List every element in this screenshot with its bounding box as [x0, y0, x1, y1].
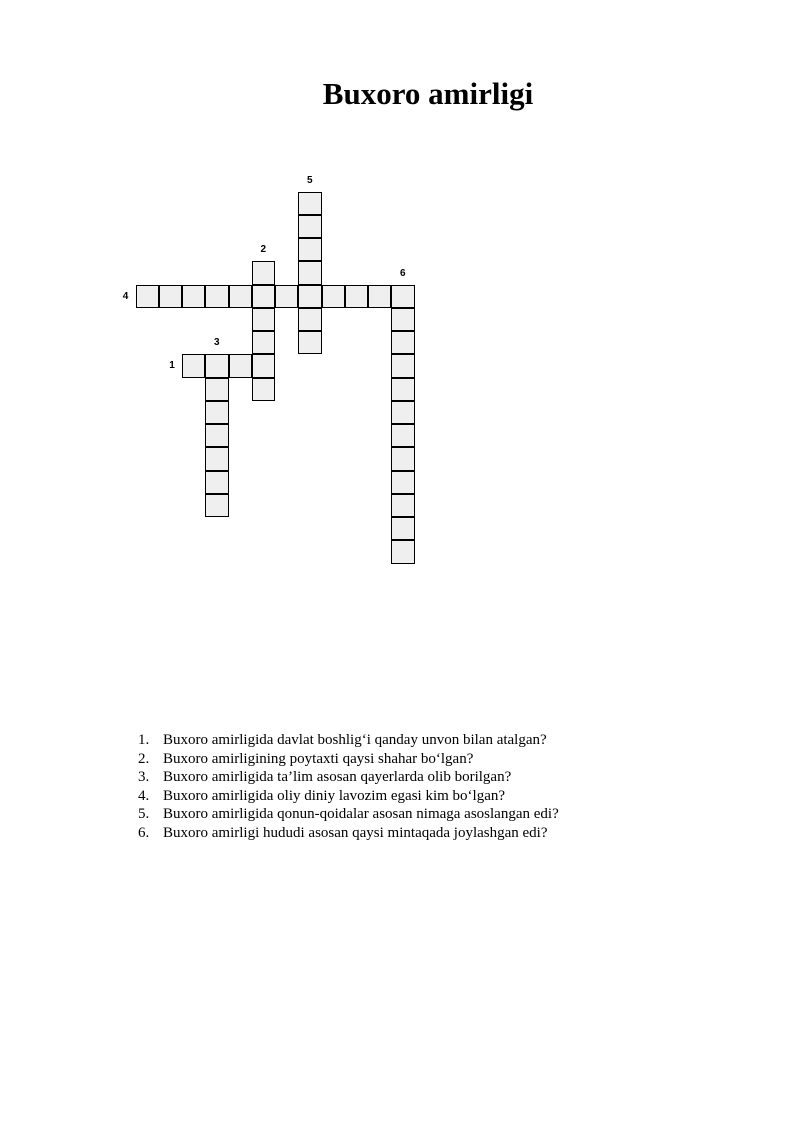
crossword-cell[interactable] — [182, 285, 205, 308]
clue-item — [138, 731, 559, 750]
clue-number-5: 5 — [306, 174, 313, 186]
crossword-cell[interactable] — [391, 331, 414, 354]
crossword-cell[interactable] — [298, 192, 321, 215]
crossword-cell[interactable] — [391, 285, 414, 308]
crossword-cell[interactable] — [345, 285, 368, 308]
crossword-cell[interactable] — [229, 354, 252, 377]
clue-item-number: 2. — [138, 750, 150, 767]
clue-number-2: 2 — [260, 244, 267, 256]
crossword-cell[interactable] — [205, 285, 228, 308]
clue-number-4: 4 — [122, 290, 129, 302]
crossword-cell[interactable] — [252, 285, 275, 308]
clue-item — [138, 750, 559, 769]
crossword-cell[interactable] — [298, 215, 321, 238]
crossword-cell[interactable] — [159, 285, 182, 308]
clue-item-text: Buxoro amirligida qonun-qoidalar asosan nimaga asoslangan edi? — [163, 806, 559, 822]
crossword-cell[interactable] — [391, 424, 414, 447]
crossword-cell[interactable] — [322, 285, 345, 308]
crossword-cell[interactable] — [391, 517, 414, 540]
clue-item-number: 5. — [138, 806, 150, 822]
crossword-cell[interactable] — [205, 354, 228, 377]
clue-item-text: Buxoro amirligida davlat boshlig‘i qanday unvon bilan atalgan? — [163, 732, 547, 748]
crossword-cell[interactable] — [368, 285, 391, 308]
crossword-cell[interactable] — [391, 471, 414, 494]
crossword-cell[interactable] — [252, 308, 275, 331]
crossword-cell[interactable] — [391, 401, 414, 424]
clue-item-number: 6. — [138, 824, 150, 841]
crossword-cell[interactable] — [298, 308, 321, 331]
crossword-cell[interactable] — [298, 285, 321, 308]
clue-item-number: 4. — [138, 787, 150, 804]
crossword-cell[interactable] — [298, 331, 321, 354]
clue-number-3: 3 — [213, 337, 220, 349]
crossword-cell[interactable] — [205, 447, 228, 470]
crossword-cell[interactable] — [298, 238, 321, 261]
clue-number-6: 6 — [399, 267, 406, 279]
crossword-cell[interactable] — [391, 308, 414, 331]
clue-item-text: Buxoro amirligida ta’lim asosan qayerlarda olib borilgan? — [163, 769, 512, 785]
page-title: Buxoro amirligi — [322, 76, 534, 111]
clue-list — [138, 731, 559, 842]
clue-item-text: Buxoro amirligining poytaxti qaysi shahar bo‘lgan? — [163, 750, 474, 767]
crossword-cell[interactable] — [252, 354, 275, 377]
clue-item — [138, 787, 559, 806]
crossword-cell[interactable] — [252, 378, 275, 401]
crossword-cell[interactable] — [182, 354, 205, 377]
crossword-cell[interactable] — [391, 447, 414, 470]
clue-item-text: Buxoro amirligi hududi asosan qaysi mintaqada joylashgan edi? — [163, 824, 548, 841]
crossword-cell[interactable] — [391, 354, 414, 377]
crossword-cell[interactable] — [136, 285, 159, 308]
crossword-cell[interactable] — [391, 378, 414, 401]
crossword-cell[interactable] — [229, 285, 252, 308]
crossword-cell[interactable] — [205, 471, 228, 494]
crossword-cell[interactable] — [391, 540, 414, 563]
crossword-cell[interactable] — [391, 494, 414, 517]
crossword-cell[interactable] — [275, 285, 298, 308]
clue-item — [138, 805, 559, 824]
clue-item-text: Buxoro amirligida oliy diniy lavozim egasi kim bo‘lgan? — [163, 787, 506, 804]
crossword-cell[interactable] — [205, 424, 228, 447]
clue-item-number: 3. — [138, 769, 150, 785]
crossword-cell[interactable] — [205, 378, 228, 401]
crossword-cell[interactable] — [252, 331, 275, 354]
crossword-cell[interactable] — [205, 401, 228, 424]
crossword-cell[interactable] — [252, 261, 275, 284]
clue-item — [138, 824, 559, 843]
clue-item — [138, 768, 559, 787]
crossword-cell[interactable] — [298, 261, 321, 284]
clue-item-number: 1. — [138, 732, 150, 748]
crossword-cell[interactable] — [205, 494, 228, 517]
clue-number-1: 1 — [169, 360, 175, 372]
